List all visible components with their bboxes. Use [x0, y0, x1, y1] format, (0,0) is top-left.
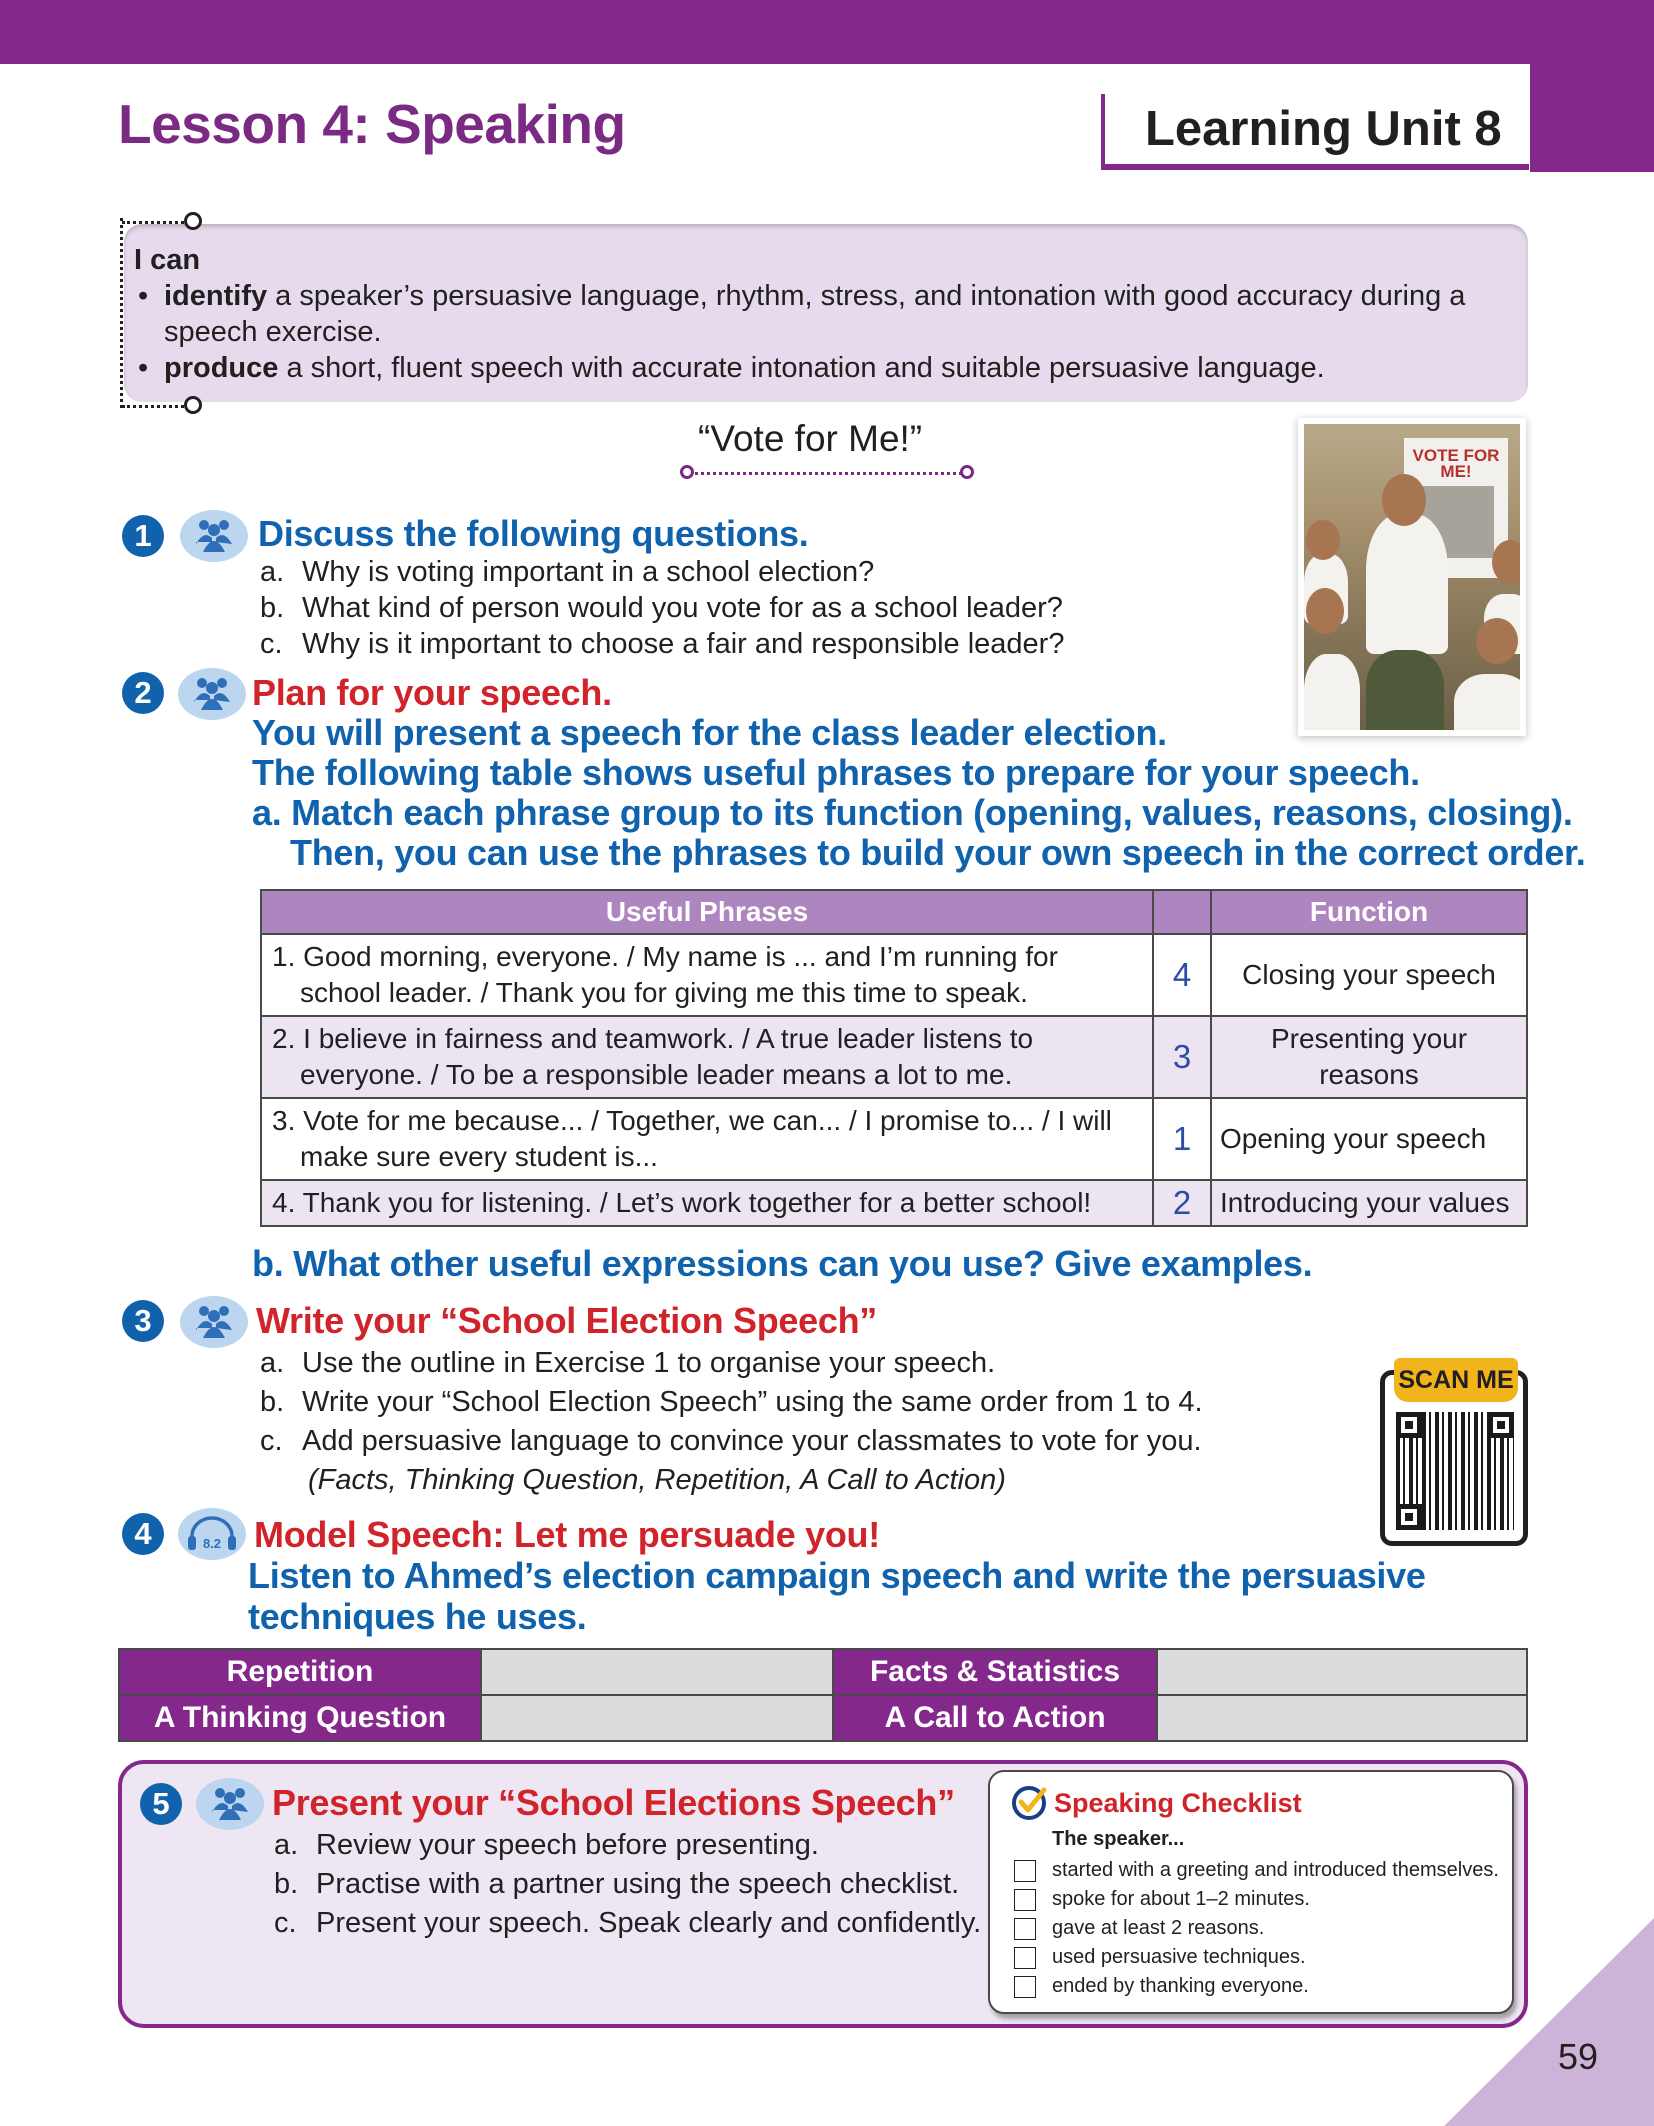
photo-image: [1304, 424, 1520, 730]
student-figure: [1306, 520, 1340, 560]
exercise-1-heading: Discuss the following questions.: [258, 513, 809, 554]
title-underline: [688, 472, 970, 475]
checkbox[interactable]: [1014, 1976, 1036, 1998]
objectives-heading: I can: [134, 244, 201, 276]
objectives-dotted-bracket: [120, 218, 200, 408]
unit-label-box: [1101, 94, 1529, 170]
technique-label: A Thinking Question: [119, 1695, 481, 1741]
group-work-icon: [180, 510, 248, 562]
lesson-title: Lesson 4: Speaking: [118, 93, 626, 155]
exercise-4-heading: Model Speech: Let me persuade you!: [254, 1514, 880, 1555]
objectives-dotted-line-bottom: [122, 405, 184, 408]
qr-finder-pattern: [1396, 1504, 1422, 1530]
header-band-corner: [1530, 0, 1654, 172]
student-figure: [1382, 474, 1426, 526]
table-row: [261, 934, 1527, 1016]
answer-cell[interactable]: 4: [1153, 934, 1211, 1016]
checkbox[interactable]: [1014, 1860, 1036, 1882]
technique-label: A Call to Action: [833, 1695, 1157, 1741]
function-cell: Introducing your values: [1211, 1180, 1527, 1226]
student-figure: [1476, 618, 1518, 664]
checklist-items: [1014, 1856, 1499, 2001]
ring-icon: [960, 465, 974, 479]
function-cell: Closing your speech: [1211, 934, 1527, 1016]
page-number: 59: [1558, 2036, 1599, 2077]
step-item: c. Add persuasive language to convince your classmates to vote for you.: [260, 1425, 1202, 1457]
checklist-item[interactable]: used persuasive techniques.: [1014, 1943, 1499, 1972]
table-row: [261, 1098, 1527, 1180]
column-header: [1153, 890, 1211, 934]
objectives-dotted-line-top: [122, 221, 184, 224]
exercise-5-steps: [274, 1826, 981, 1943]
exercise-3-number: 3: [122, 1300, 164, 1342]
qr-finder-pattern: [1488, 1412, 1514, 1438]
checklist-item[interactable]: ended by thanking everyone.: [1014, 1972, 1499, 2001]
answer-field[interactable]: [1157, 1695, 1527, 1741]
answer-field[interactable]: [1157, 1649, 1527, 1695]
function-cell: Opening your speech: [1211, 1098, 1527, 1180]
step-item: a. Use the outline in Exercise 1 to organise your speech.: [260, 1347, 996, 1379]
persuasive-techniques-table: [118, 1648, 1528, 1742]
exercise-2-instruction: Then, you can use the phrases to build your own speech in the correct order.: [290, 832, 1586, 873]
table-row: [261, 1180, 1527, 1226]
student-figure: [1454, 674, 1520, 730]
column-header: Useful Phrases: [261, 890, 1153, 934]
poster-text: VOTE FOR ME!: [1412, 446, 1500, 481]
table-row: [119, 1649, 1527, 1695]
page-corner-triangle: [1444, 1918, 1654, 2126]
ring-icon: [680, 465, 694, 479]
exercise-4-instruction: Listen to Ahmed’s election campaign speech and write the persuasive: [248, 1555, 1426, 1596]
exercise-2-heading: Plan for your speech.: [252, 672, 612, 713]
table-header-row: [261, 890, 1527, 934]
exercise-2-instruction: The following table shows useful phrases to prepare for your speech.: [252, 752, 1420, 793]
student-figure: [1306, 588, 1344, 634]
table-row: [119, 1695, 1527, 1741]
exercise-4-instruction: techniques he uses.: [248, 1596, 587, 1637]
answer-field[interactable]: [481, 1695, 833, 1741]
checklist-item[interactable]: spoke for about 1–2 minutes.: [1014, 1885, 1499, 1914]
exercise-2-number: 2: [122, 672, 164, 714]
phrase-cell: 4. Thank you for listening. / Let’s work together for a better school!: [261, 1180, 1153, 1226]
phrase-cell: 3. Vote for me because... / Together, we can... / I promise to... / I will make sure every student is...: [261, 1098, 1153, 1180]
phrase-cell: 1. Good morning, everyone. / My name is ... and I’m running for school leader. / Thank you for giving me this time to speak.: [261, 934, 1153, 1016]
student-figure: [1492, 540, 1520, 584]
qr-code[interactable]: [1396, 1412, 1514, 1530]
exercise-2-instruction: a. Match each phrase group to its function (opening, values, reasons, closing).: [252, 792, 1573, 833]
student-figure: [1366, 514, 1448, 654]
step-item: b. Practise with a partner using the speech checklist.: [274, 1868, 960, 1900]
checkmark-circle-icon: [1012, 1786, 1046, 1820]
technique-label: Repetition: [119, 1649, 481, 1695]
scan-me-label: SCAN ME: [1394, 1358, 1518, 1402]
question-item: c. Why is it important to choose a fair and responsible leader?: [260, 628, 1065, 660]
checklist-subtitle: The speaker...: [1052, 1828, 1185, 1850]
exercise-2-instruction: You will present a speech for the class leader election.: [252, 712, 1167, 753]
checkbox[interactable]: [1014, 1889, 1036, 1911]
question-item: b. What kind of person would you vote for as a school leader?: [260, 592, 1063, 624]
svg-text:8.2: 8.2: [202, 1536, 222, 1551]
student-figure: [1304, 654, 1360, 730]
step-item: c. Present your speech. Speak clearly and confidently.: [274, 1907, 982, 1939]
technique-label: Facts & Statistics: [833, 1649, 1157, 1695]
ring-icon: [184, 396, 202, 414]
group-work-icon: [196, 1778, 264, 1830]
qr-finder-pattern: [1396, 1412, 1422, 1438]
answer-field[interactable]: [481, 1649, 833, 1695]
ring-icon: [184, 212, 202, 230]
exercise-2-part-b: b. What other useful expressions can you use? Give examples.: [252, 1243, 1313, 1284]
learning-objectives-box: [124, 224, 1528, 402]
group-work-icon: [178, 668, 246, 720]
function-cell: Presenting your reasons: [1211, 1016, 1527, 1098]
persuasive-hint: (Facts, Thinking Question, Repetition, A Call to Action): [308, 1464, 1006, 1496]
header-band: [0, 0, 1654, 64]
question-item: a. Why is voting important in a school election?: [260, 556, 875, 588]
checkbox[interactable]: [1014, 1918, 1036, 1940]
exercise-1-number: 1: [122, 515, 164, 557]
checkbox[interactable]: [1014, 1947, 1036, 1969]
exercise-3-steps: [260, 1344, 1203, 1500]
election-photo: [1298, 418, 1526, 736]
unit-label: Learning Unit 8: [1145, 102, 1502, 156]
checklist-item[interactable]: gave at least 2 reasons.: [1014, 1914, 1499, 1943]
exercise-1-questions: [260, 554, 1064, 662]
phrase-cell: 2. I believe in fairness and teamwork. / A true leader listens to everyone. / To be a responsible leader means a lot to me.: [261, 1016, 1153, 1098]
exercise-4-number: 4: [122, 1513, 164, 1555]
objective-item: • identify a speaker’s persuasive language, rhythm, stress, and intonation with good accuracy during a speech exercise.: [134, 278, 1508, 350]
objective-item: • produce a short, fluent speech with accurate intonation and suitable persuasive language.: [134, 350, 1508, 386]
answer-cell[interactable]: 3: [1153, 1016, 1211, 1098]
exercise-5-number: 5: [140, 1783, 182, 1825]
answer-cell[interactable]: 1: [1153, 1098, 1211, 1180]
table-row: [261, 1016, 1527, 1098]
step-item: b. Write your “School Election Speech” using the same order from 1 to 4.: [260, 1386, 1203, 1418]
headphones-icon[interactable]: [178, 1508, 246, 1560]
checklist-item[interactable]: started with a greeting and introduced themselves.: [1014, 1856, 1499, 1885]
answer-cell[interactable]: 2: [1153, 1180, 1211, 1226]
step-item: a. Review your speech before presenting.: [274, 1829, 819, 1861]
student-figure: [1366, 650, 1444, 730]
column-header: Function: [1211, 890, 1527, 934]
exercise-3-heading: Write your “School Election Speech”: [256, 1300, 877, 1341]
useful-phrases-table: [260, 889, 1528, 1227]
speaking-checklist: [988, 1770, 1514, 2014]
group-work-icon: [180, 1296, 248, 1348]
checklist-title: Speaking Checklist: [1054, 1788, 1302, 1818]
topic-title: “Vote for Me!”: [698, 418, 923, 459]
exercise-5-heading: Present your “School Elections Speech”: [272, 1782, 955, 1823]
